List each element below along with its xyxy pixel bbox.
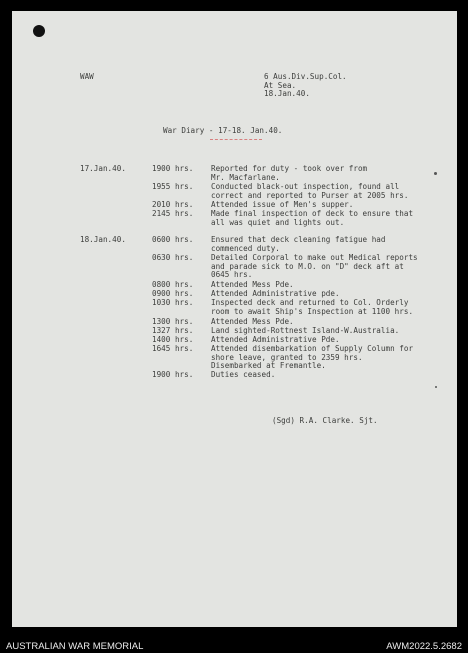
entry-time: 0800 hrs. [152,280,194,289]
page-title: War Diary - 17-18. Jan.40. [163,126,283,135]
entry-text-line: Conducted black-out inspection, found all [211,182,400,191]
unit-line: 6 Aus.Div.Sup.Col. [264,72,347,81]
entry-text-line: and parade sick to M.O. on "D" deck aft at [211,261,404,271]
entry-time: 1900 hrs. [152,164,194,173]
entry-time: 1400 hrs. [152,335,194,344]
entry-text-line: room to await Ship's Inspection at 1100 hrs. [211,306,414,316]
entry-text-line: shore leave, granted to 2359 hrs. [211,352,363,362]
entry-text-line: Reported for duty - took over from [211,164,368,173]
entry-text-line: Disembarked at Fremantle. [211,361,326,371]
entry-text-line: Attended Mess Pde. [211,280,294,289]
entry-text-line: Attended Administrative Pde. [211,335,340,344]
entry-text-line: Made final inspection of deck to ensure that [211,209,414,218]
unit-line: 18.Jan.40. [264,89,310,99]
entry-text-line: all was quiet and lights out. [211,217,345,227]
paper-speck [435,386,437,388]
entry-date: 17.Jan.40. [80,164,126,173]
entry-text-line: Duties ceased. [211,370,276,379]
entry-time: 2010 hrs. [152,200,194,209]
entry-time: 1030 hrs. [152,298,194,307]
paper-speck [434,172,437,175]
initials: WAW [80,72,94,81]
entry-time: 0600 hrs. [152,235,194,244]
entry-text-line: Attended issue of Men's supper. [211,200,354,209]
punch-hole [33,25,45,37]
entry-time: 1645 hrs. [152,344,194,353]
entry-time: 1955 hrs. [152,182,194,191]
entry-text-line: commenced duty. [211,243,280,253]
title-underline [210,139,262,140]
entry-time: 1300 hrs. [152,317,194,326]
footer-institution: AUSTRALIAN WAR MEMORIAL [6,641,144,652]
entry-text-line: correct and reported to Purser at 2005 hrs. [211,190,409,200]
unit-line: At Sea. [264,80,297,90]
archive-footer [0,633,468,653]
entry-text-line: Ensured that deck cleaning fatigue had [211,235,386,244]
entry-text-line: Mr. Macfarlane. [211,172,280,182]
entry-text-line: Land sighted-Rottnest Island-W.Australia. [211,326,400,335]
entry-time: 1327 hrs. [152,326,194,335]
entry-time: 1900 hrs. [152,370,194,379]
entry-text-line: Detailed Corporal to make out Medical reports [211,253,418,262]
entry-text-line: Attended Administrative pde. [211,289,340,298]
entry-text-line: Inspected deck and returned to Col. Orderly [211,298,409,307]
entry-time: 2145 hrs. [152,209,194,218]
entry-text-line: 0645 hrs. [211,270,253,280]
entry-time: 0900 hrs. [152,289,194,298]
entry-text-line: Attended Mess Pde. [211,317,294,326]
signature: (Sgd) R.A. Clarke. Sjt. [272,416,378,425]
entry-text-line: Attended disembarkation of Supply Column for [211,344,414,353]
entry-date: 18.Jan.40. [80,235,126,244]
entry-time: 0630 hrs. [152,253,194,262]
unit-header [264,73,347,99]
footer-accession: AWM2022.5.2682 [386,641,462,652]
